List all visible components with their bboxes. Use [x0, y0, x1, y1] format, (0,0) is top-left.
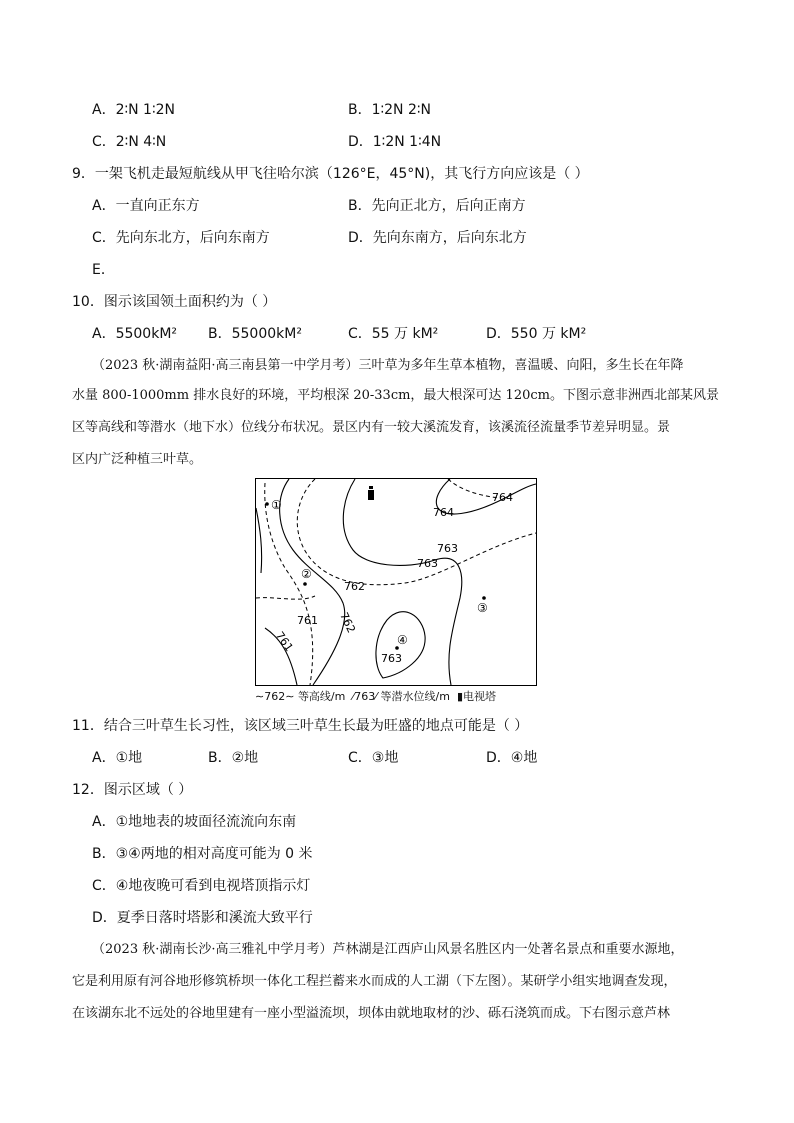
- point-2-dot: [303, 582, 307, 586]
- label-763-dash: 763: [437, 542, 458, 555]
- q10-option-a: A．5500kM²: [92, 326, 178, 342]
- q10-stem: 10．图示该国领土面积约为（ ）: [72, 294, 277, 310]
- q11-option-a: A．①地: [92, 750, 143, 766]
- legend-contour-label: 等高线/m: [297, 690, 346, 703]
- map-legend: [255, 690, 545, 704]
- q8-option-c: C．2∶N 4∶N: [92, 134, 167, 150]
- q10-option-c: C．55 万 kM²: [348, 326, 439, 342]
- q9-option-e: E．: [92, 262, 115, 278]
- passage1-line-1: （2023 秋·湖南益阳·高三南县第一中学月考）三叶草为多年生草本植物，喜温暖、向阳，多生长在年降: [92, 358, 684, 373]
- passage1-line-3: 区等高线和等潜水（地下水）位线分布状况。景区内有一较大溪流发育，该溪流径流量季节差异明显。景: [72, 420, 671, 435]
- q9-option-b: B．先向正北方，后向正南方: [348, 198, 526, 214]
- label-764-dash: 764: [492, 491, 513, 504]
- q12-option-a: A．①地地表的坡面径流流向东南: [92, 814, 297, 830]
- legend-tower-label: 电视塔: [463, 690, 497, 703]
- legend-water-label: 等潜水位线/m: [380, 690, 450, 703]
- label-761-solid: 761: [272, 629, 296, 654]
- point-3-label: ③: [477, 601, 488, 615]
- q8-option-a: A．2∶N 1∶2N: [92, 102, 175, 118]
- label-761-dash: 761: [297, 614, 318, 627]
- q8-option-d: D．1∶2N 1∶4N: [348, 134, 442, 150]
- point-2-label: ②: [301, 567, 312, 581]
- passage2-line-1: （2023 秋·湖南长沙·高三雅礼中学月考）芦林湖是江西庐山风景名胜区内一处著名景点和重要水源地，: [92, 942, 684, 957]
- q12-option-d: D．夏季日落时塔影和溪流大致平行: [92, 910, 313, 926]
- point-1-dot: [265, 502, 269, 506]
- label-763-solid: 763: [417, 557, 438, 570]
- q9-option-d: D．先向东南方，后向东北方: [348, 230, 527, 246]
- q11-option-c: C．③地: [348, 750, 399, 766]
- label-762-dash: 762: [344, 580, 365, 593]
- legend-water-sample: ⁄763⁄: [352, 690, 378, 703]
- point-3-dot: [482, 596, 486, 600]
- contour-map: [255, 478, 537, 686]
- passage2-line-2: 它是利用原有河谷地形修筑桥坝一体化工程拦蓄来水而成的人工湖（下左图）。某研学小组实地调查发现，: [72, 974, 677, 989]
- q9-stem: 9．一架飞机走最短航线从甲飞往哈尔滨（126°E，45°N)，其飞行方向应该是（ ）: [72, 166, 589, 182]
- q12-option-c: C．④地夜晚可看到电视塔顶指示灯: [92, 878, 311, 894]
- passage1-line-2: 水量 800-1000mm 排水良好的环境，平均根深 20-33cm，最大根深可达 120cm。下图示意非洲西北部某风景: [72, 388, 719, 403]
- q12-option-b: B．③④两地的相对高度可能为 0 米: [92, 846, 313, 862]
- q11-stem: 11．结合三叶草生长习性，该区域三叶草生长最为旺盛的地点可能是（ ）: [72, 718, 529, 734]
- label-762-solid: 762: [337, 610, 358, 635]
- q11-option-d: D．④地: [486, 750, 538, 766]
- legend-contour-sample: ∼762∼: [255, 690, 295, 703]
- passage2-line-3: 在该湖东北不远处的谷地里建有一座小型溢流坝，坝体由就地取材的沙、砾石浇筑而成。下右图示意芦林: [72, 1006, 671, 1021]
- q10-option-d: D．550 万 kM²: [486, 326, 587, 342]
- q8-option-b: B．1∶2N 2∶N: [348, 102, 432, 118]
- q9-option-c: C．先向东北方，后向东南方: [92, 230, 270, 246]
- label-763-loop: 763: [381, 652, 402, 665]
- legend-tower-icon: ▮: [456, 690, 464, 703]
- label-764-solid: 764: [433, 506, 454, 519]
- q10-option-b: B．55000kM²: [208, 326, 302, 342]
- q11-option-b: B．②地: [208, 750, 259, 766]
- passage1-line-4: 区内广泛种植三叶草。: [72, 452, 203, 467]
- point-4-label: ④: [397, 633, 408, 647]
- q9-option-a: A．一直向正东方: [92, 198, 200, 214]
- point-1-label: ①: [271, 498, 282, 512]
- q12-stem: 12．图示区域（ ）: [72, 782, 193, 798]
